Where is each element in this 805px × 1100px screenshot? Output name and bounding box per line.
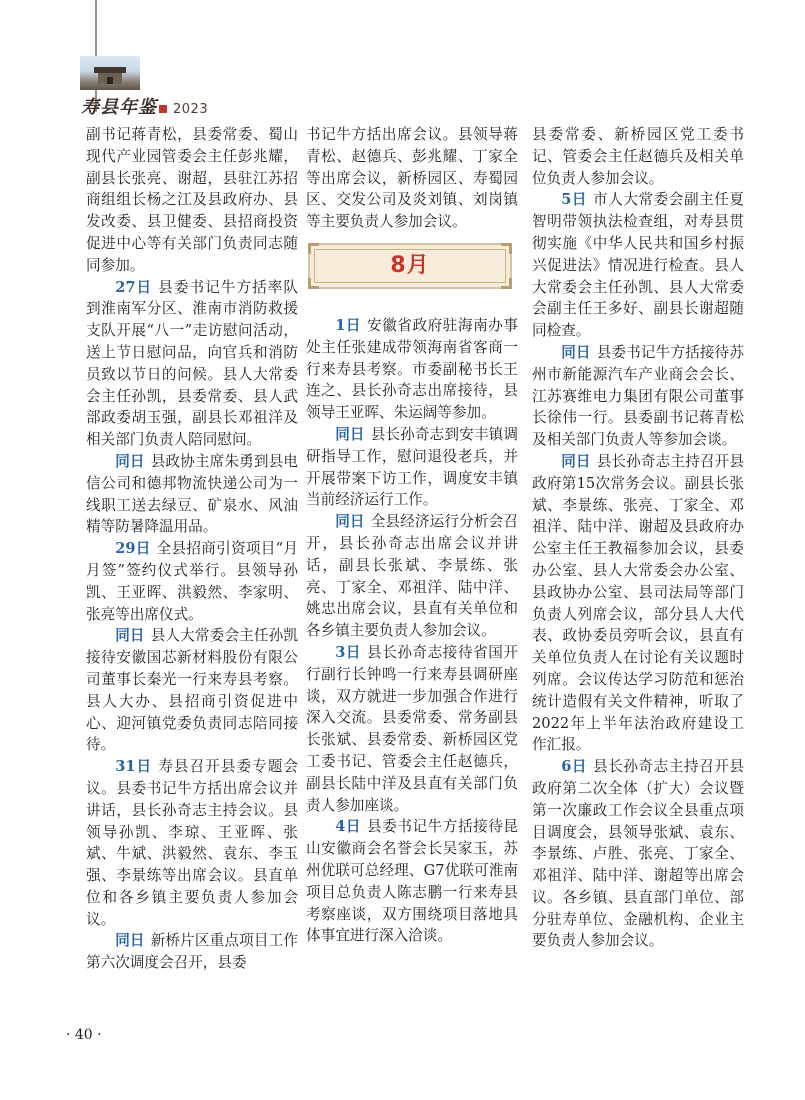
yearbook-logo: 寿县年鉴 — [81, 97, 157, 118]
entry-paragraph: 同日 新桥片区重点项目工作第六次调度会召开，县委 — [86, 932, 298, 972]
entry-date: 同日 — [115, 627, 145, 645]
entry-date: 同日 — [335, 513, 365, 531]
entry-date: 5日 — [561, 191, 588, 209]
seal-icon — [159, 105, 167, 113]
month-title: 8月 — [390, 253, 430, 279]
entry-date: 同日 — [561, 343, 591, 361]
entry-paragraph: 27日 县委书记牛方括率队到淮南军分区、淮南市消防救援支队开展“八一”走访慰问活动，送上节日慰问品，向官兵和消防员致以节日的问候。县人大常委会主任孙凯，县委常委、县人武部政委胡玉强，副县长邓祖洋及相关部门负责人陪同慰问。 — [86, 278, 298, 449]
running-header — [81, 93, 209, 118]
entry-date: 1日 — [335, 316, 362, 334]
column-3 — [532, 124, 744, 952]
entry-paragraph: 副书记蒋青松，县委常委、蜀山现代产业园管委会主任彭兆耀，副县长张亮、谢超，县驻江苏招商组组长杨之江及县政府办、县发改委、县卫健委、县招商投资促进中心等有关部门负责同志随同参加。 — [86, 126, 298, 274]
entry-date: 同日 — [561, 452, 591, 470]
entry-paragraph: 同日 全县经济运行分析会召开，县长孙奇志出席会议并讲话，副县长张斌、李景练、张亮、丁家全、邓祖洋、陆中洋、姚忠出席会议，县直有关单位和各乡镇主要负责人参加会议。 — [306, 513, 518, 640]
entry-date: 同日 — [115, 932, 145, 950]
header-year: 2023 — [173, 102, 209, 117]
entry-date: 4日 — [335, 818, 362, 836]
header-banner-image — [80, 56, 140, 90]
entry-paragraph: 同日 县长孙奇志到安丰镇调研指导工作，慰问退役老兵，并开展带案下访工作，调度安丰镇当前经济运行工作。 — [306, 425, 518, 509]
entry-date: 27日 — [115, 278, 153, 296]
column-1 — [86, 124, 298, 974]
entry-paragraph: 1日 安徽省政府驻海南办事处主任张建成带领海南省客商一行来寿县考察。市委副秘书长王连之、县长孙奇志出席接待，县领导王亚晖、朱运阔等参加。 — [306, 316, 518, 422]
entry-paragraph: 县委常委、新桥园区党工委书记、管委会主任赵德兵及相关单位负责人参加会议。 — [532, 126, 744, 187]
entry-date: 29日 — [115, 540, 151, 558]
entry-paragraph: 同日 县人大常委会主任孙凯接待安徽国芯新材料股份有限公司董事长秦光一行来寿县考察。县人大办、县招商引资促进中心、迎河镇党委负责同志陪同接待。 — [86, 627, 298, 754]
entry-paragraph: 3日 县长孙奇志接待省国开行副行长钟鸣一行来寿县调研座谈，双方就进一步加强合作进行深入交流。县委常委、常务副县长张斌、县委常委、新桥园区党工委书记、管委会主任赵德兵，副县长陆中洋及县直有关部门负责人参加座谈。 — [306, 643, 518, 814]
entry-date: 3日 — [335, 643, 362, 661]
entry-paragraph: 5日 市人大常委会副主任夏智明带领执法检查组，对寿县贯彻实施《中华人民共和国乡村振兴促进法》情况进行检查。县人大常委会主任孙凯、县人大常委会副主任王多好、副县长谢超随同检查。 — [532, 191, 744, 340]
entry-paragraph: 31日 寿县召开县委专题会议。县委书记牛方括出席会议并讲话，县长孙奇志主持会议。县领导孙凯、李琼、王亚晖、张斌、牛斌、洪毅然、袁东、李玉强、李景练等出席会议。县直单位和各乡镇主要负责人参加会议。 — [86, 758, 298, 928]
entry-paragraph: 6日 县长孙奇志主持召开县政府第二次全体（扩大）会议暨第一次廉政工作会议全县重点项目调度会，县领导张斌、袁东、李景练、卢胜、张亮、丁家全、邓祖洋、陆中洋、谢超等出席会议。各乡镇、县直部门单位、部分驻寿单位、金融机构、企业主要负责人参加会议。 — [532, 758, 744, 950]
entry-date: 同日 — [335, 425, 365, 443]
entry-paragraph: 29日 全县招商引资项目“月月签”签约仪式举行。县领导孙凯、王亚晖、洪毅然、李家明、张亮等出席仪式。 — [86, 540, 298, 623]
entry-paragraph: 同日 县政协主席朱勇到县电信公司和德邦物流快递公司为一线职工送去绿豆、矿泉水、风油精等防暑降温用品。 — [86, 452, 298, 536]
entry-date: 同日 — [115, 452, 145, 470]
entry-paragraph: 同日 县委书记牛方括接待苏州市新能源汽车产业商会会长、江苏赛维电力集团有限公司董事长徐伟一行。县委副书记蒋青松及相关部门负责人等参加会谈。 — [532, 343, 744, 449]
column-2 — [306, 124, 518, 947]
entry-date: 6日 — [561, 758, 588, 776]
entry-paragraph: 同日 县长孙奇志主持召开县政府第15次常务会议。副县长张斌、李景练、张亮、丁家全、邓祖洋、陆中洋、谢超及县政府办公室主任王教福参加会议，县委办公室、县人大常委会办公室、县政协办公室、县司法局等部门负责人列席会议，部分县人大代表、政协委员旁听会议，县直有关单位负责人在讨论有关议题时列席。会议传达学习防范和惩治统计造假有关文件精神，听取了2022年上半年法治政府建设工作汇报。 — [532, 452, 744, 754]
entry-paragraph: 4日 县委书记牛方括接待昆山安徽商会名誉会长吴家玉，苏州优联可总经理、G7优联可淮南项目总负责人陈志鹏一行来寿县考察座谈，双方围绕项目落地具体事宜进行深入洽谈。 — [306, 818, 518, 945]
entry-paragraph: 书记牛方括出席会议。县领导蒋青松、赵德兵、彭兆耀、丁家全等出席会议，新桥园区、寿蜀园区、交发公司及炎刘镇、刘岗镇等主要负责人参加会议。 — [306, 126, 518, 231]
entry-date: 31日 — [115, 758, 153, 776]
page-number: · 40 · — [66, 1027, 102, 1043]
month-heading — [308, 243, 512, 289]
